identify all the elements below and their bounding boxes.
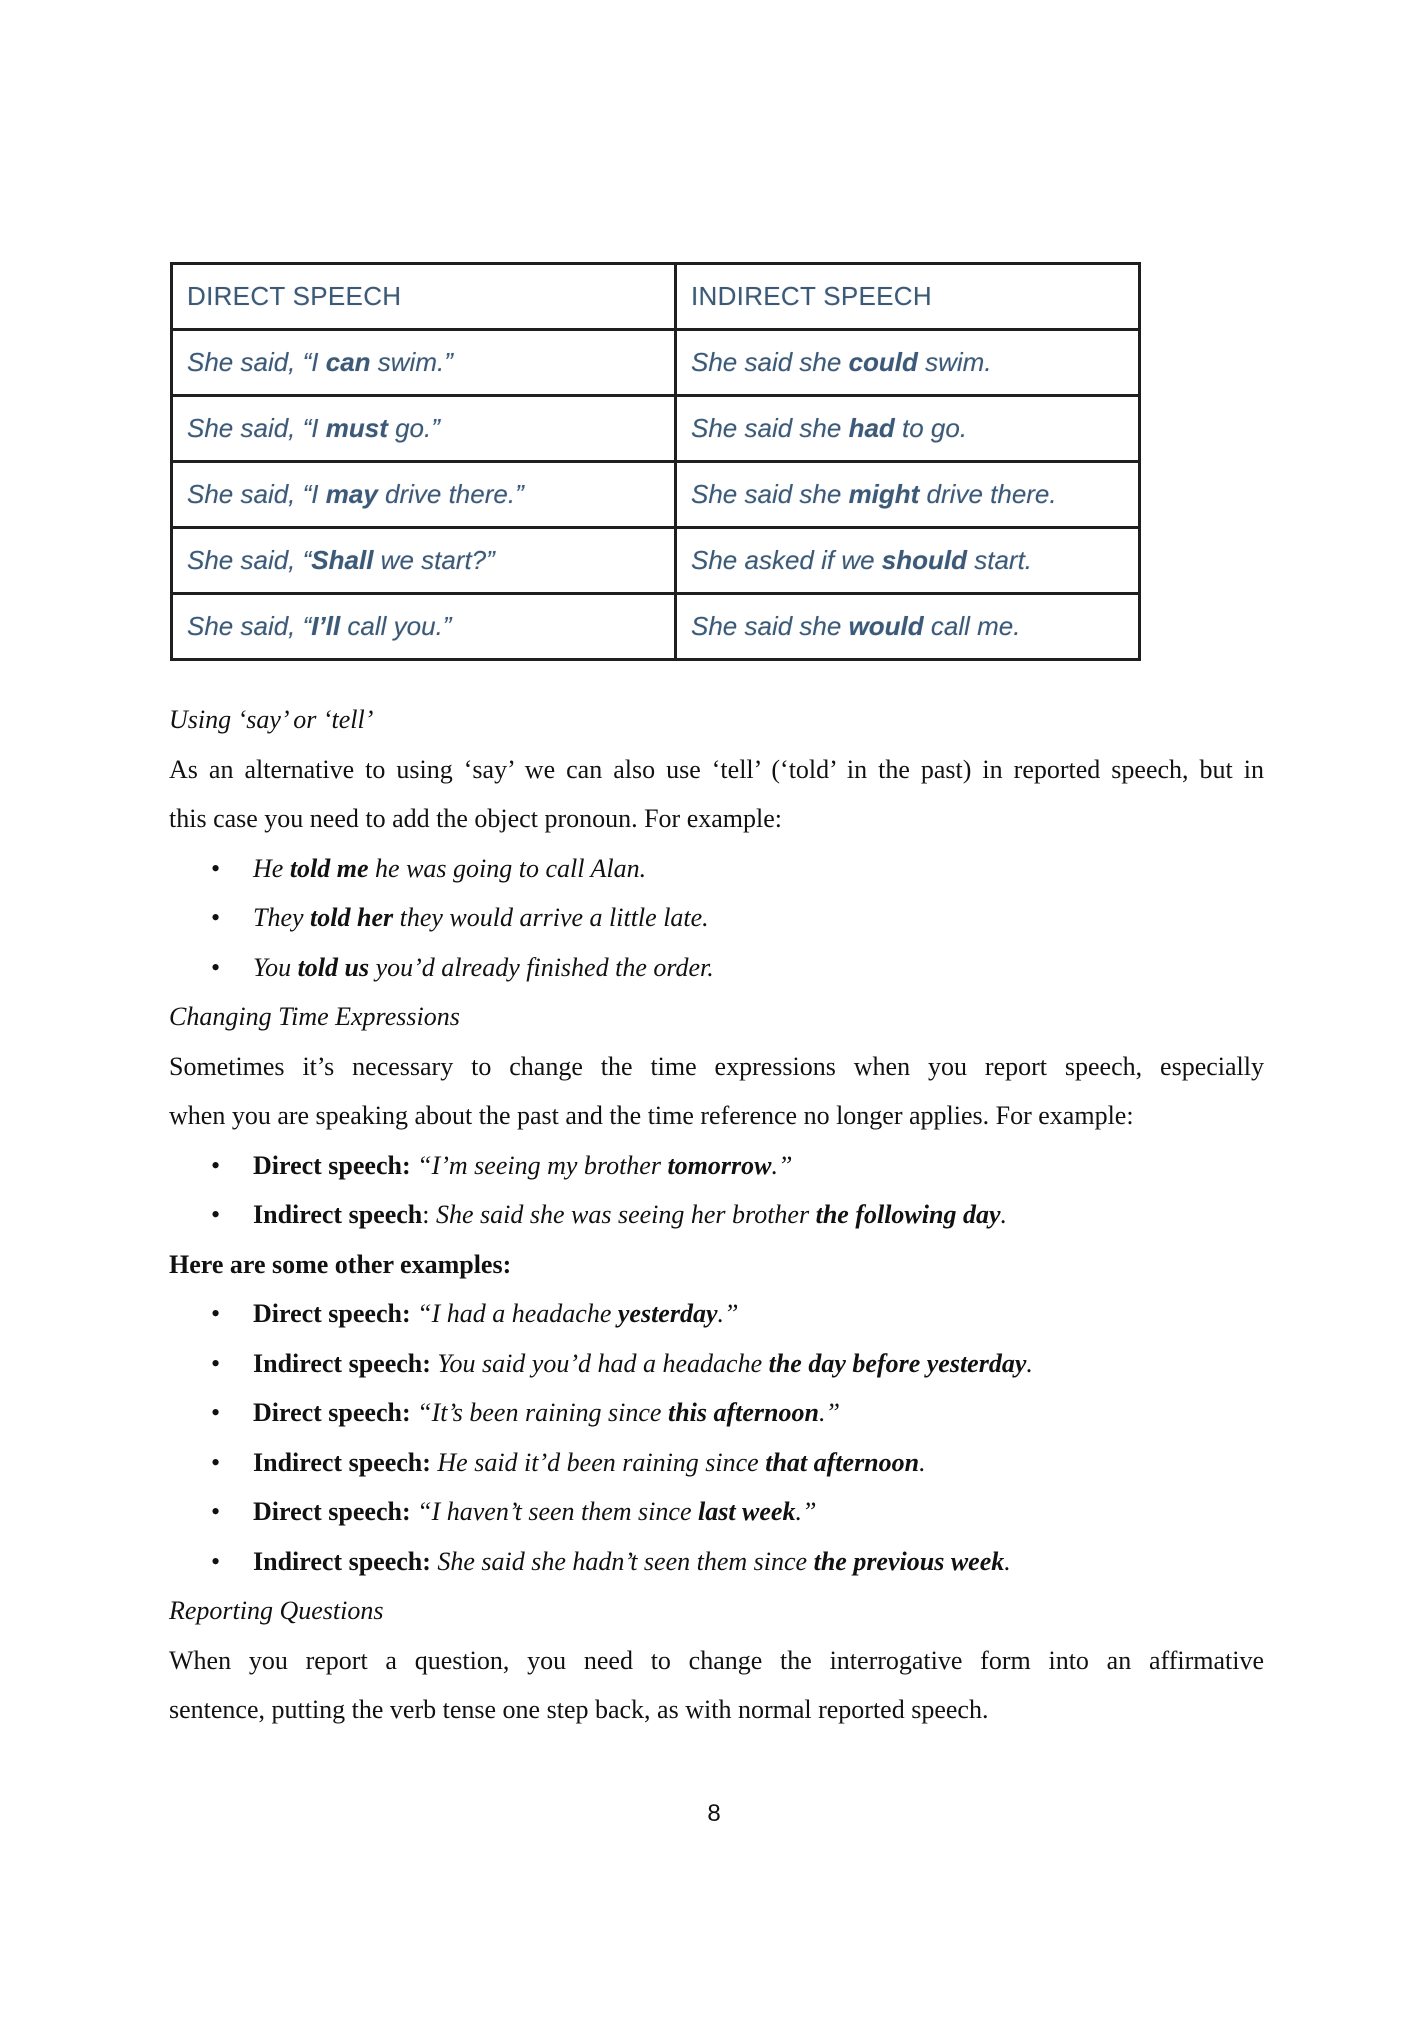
indirect-cell: She asked if we should start.	[676, 528, 1140, 594]
bullet-icon: •	[211, 1348, 221, 1378]
list-item: • Direct speech: “I haven’t seen them since last week.”	[169, 1487, 1264, 1537]
other-examples-list	[169, 1289, 1264, 1586]
bullet-icon: •	[211, 1150, 221, 1180]
direct-cell: She said, “I must go.”	[172, 396, 676, 462]
header-direct-speech: DIRECT SPEECH	[172, 264, 676, 330]
say-tell-examples-list	[169, 844, 1264, 993]
list-item: • Indirect speech: You said you’d had a headache the day before yesterday.	[169, 1339, 1264, 1389]
paragraph-line: As an alternative to using ‘say’ we can also use ‘tell’ (‘told’ in the past) in reported speech, but in	[169, 754, 1264, 784]
bullet-icon: •	[211, 1299, 221, 1328]
table-row	[172, 528, 1140, 594]
speech-comparison-table	[170, 262, 1141, 661]
bullet-icon: •	[211, 1200, 221, 1229]
paragraph-line: this case you need to add the object pronoun. For example:	[169, 804, 783, 833]
section-heading-time-expressions: Changing Time Expressions	[169, 1002, 460, 1031]
paragraph-line: When you report a question, you need to change the interrogative form into an affirmative	[169, 1645, 1264, 1675]
list-item: • You told us you’d already finished the order.	[169, 943, 1264, 993]
table-row	[172, 594, 1140, 660]
direct-cell: She said, “Shall we start?”	[172, 528, 676, 594]
section-heading-reporting-questions: Reporting Questions	[169, 1596, 384, 1625]
table-row	[172, 330, 1140, 396]
direct-cell: She said, “I’ll call you.”	[172, 594, 676, 660]
list-item: • Direct speech: “I had a headache yesterday.”	[169, 1289, 1264, 1339]
list-item: • Indirect speech: She said she hadn’t seen them since the previous week.	[169, 1537, 1264, 1587]
bullet-icon: •	[211, 1497, 221, 1526]
paragraph-line: Sometimes it’s necessary to change the time expressions when you report speech, especially	[169, 1051, 1264, 1081]
indirect-cell: She said she had to go.	[676, 396, 1140, 462]
page-number: 8	[707, 1800, 721, 1827]
bullet-icon: •	[211, 1546, 221, 1576]
bullet-icon: •	[211, 903, 221, 932]
bullet-icon: •	[211, 1447, 221, 1477]
indirect-cell: She said she could swim.	[676, 330, 1140, 396]
list-item: • Indirect speech: He said it’d been raining since that afternoon.	[169, 1438, 1264, 1488]
bullet-icon: •	[211, 952, 221, 982]
bullet-icon: •	[211, 853, 221, 883]
paragraph-line: sentence, putting the verb tense one step back, as with normal reported speech.	[169, 1695, 989, 1724]
table-row	[172, 396, 1140, 462]
list-item: • He told me he was going to call Alan.	[169, 844, 1264, 894]
bullet-icon: •	[211, 1398, 221, 1427]
section-heading-say-tell: Using ‘say’ or ‘tell’	[169, 705, 374, 734]
table-header-row	[172, 264, 1140, 330]
header-indirect-speech: INDIRECT SPEECH	[676, 264, 1140, 330]
time-example-list	[169, 1141, 1264, 1240]
other-examples-heading: Here are some other examples:	[169, 1249, 512, 1279]
list-item: • They told her they would arrive a little late.	[169, 893, 1264, 943]
table-row	[172, 462, 1140, 528]
body-text	[169, 695, 1264, 1735]
direct-cell: She said, “I can swim.”	[172, 330, 676, 396]
direct-cell: She said, “I may drive there.”	[172, 462, 676, 528]
paragraph-line: when you are speaking about the past and the time reference no longer applies. For example:	[169, 1101, 1134, 1130]
list-item: • Indirect speech: She said she was seeing her brother the following day.	[169, 1190, 1264, 1240]
list-item: • Direct speech: “I’m seeing my brother tomorrow.”	[169, 1141, 1264, 1191]
list-item: • Direct speech: “It’s been raining since this afternoon.”	[169, 1388, 1264, 1438]
indirect-cell: She said she would call me.	[676, 594, 1140, 660]
indirect-cell: She said she might drive there.	[676, 462, 1140, 528]
